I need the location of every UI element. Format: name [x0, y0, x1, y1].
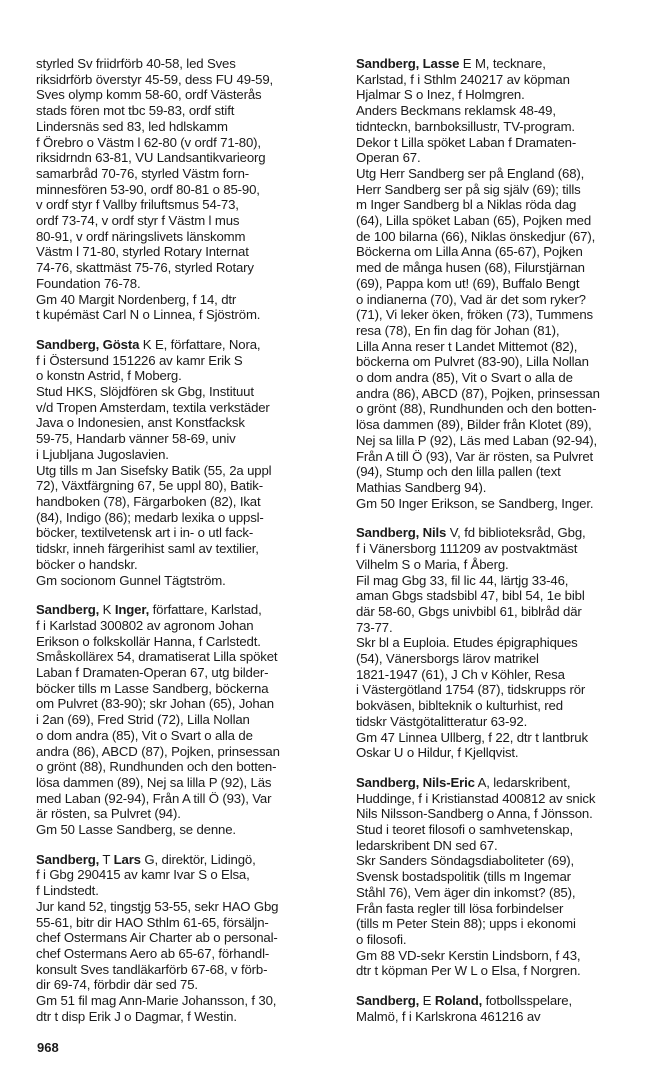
text-segment: Stud HKS, Slöjdfören sk Gbg, Instituut — [36, 384, 254, 400]
entry-name: Inger, — [114, 602, 150, 618]
text-line — [36, 852, 332, 868]
text-line — [36, 463, 332, 479]
text-segment: med de många husen (68), Filurstjärnan — [356, 260, 585, 276]
text-line — [36, 744, 332, 760]
text-line — [356, 651, 652, 667]
text-line — [36, 977, 332, 993]
text-segment: stads fören mot tbc 59-83, ordf stift — [36, 103, 235, 119]
text-line — [36, 573, 332, 589]
text-line — [356, 635, 652, 651]
text-line — [356, 417, 652, 433]
text-line — [36, 56, 332, 72]
text-segment: böcker o handskr. — [36, 556, 138, 572]
text-segment: minnesfören 53-90, ordf 80-81 o 85-90, — [36, 181, 260, 197]
text-line — [36, 822, 332, 838]
text-line — [36, 415, 332, 431]
text-line — [356, 182, 652, 198]
text-segment: o indianerna (70), Vad är det som ryker? — [356, 291, 586, 307]
text-line — [36, 213, 332, 229]
text-segment: Böckerna om Lilla Anna (65-67), Pojken — [356, 244, 583, 260]
text-segment: Operan 67. — [356, 150, 421, 166]
text-line — [356, 150, 652, 166]
text-line — [36, 681, 332, 697]
text-line — [356, 119, 652, 135]
text-line — [36, 431, 332, 447]
text-line — [36, 883, 332, 899]
text-line — [36, 541, 332, 557]
text-segment: tidnteckn, barnboksillustr, TV-program. — [356, 118, 575, 134]
text-line — [356, 480, 652, 496]
entry-name: Sandberg, — [36, 851, 100, 867]
text-line — [356, 1009, 652, 1025]
entry-name: Sandberg, Nils-Eric — [356, 774, 475, 790]
text-segment: Lilla Anna reser t Landet Mittemot (82), — [356, 338, 578, 354]
text-line — [356, 276, 652, 292]
text-line — [36, 649, 332, 665]
text-line — [356, 525, 652, 541]
text-line — [356, 260, 652, 276]
entry-name: Sandberg, — [36, 602, 100, 618]
text-segment: Mathias Sandberg 94). — [356, 479, 487, 495]
text-segment: riksidrförb överstyr 45-59, dess FU 49-59, — [36, 71, 274, 87]
text-line — [356, 166, 652, 182]
text-line — [356, 730, 652, 746]
text-segment: o dom andra (85), Vit o Svart o alla de — [356, 370, 573, 386]
text-line — [356, 56, 652, 72]
text-line — [356, 229, 652, 245]
text-segment: dtr t köpman Per W L o Elsa, f Norgren. — [356, 963, 581, 979]
text-line — [356, 401, 652, 417]
text-segment: Sves olymp komm 58-60, ordf Västerås — [36, 87, 262, 103]
text-segment: fotbollsspelare, — [482, 993, 572, 1009]
text-line — [36, 337, 332, 353]
text-segment: Malmö, f i Karlskrona 461216 av — [356, 1008, 541, 1024]
text-segment: o filosofi. — [356, 931, 407, 947]
text-segment: i Ljubljana Jugoslavien. — [36, 446, 169, 462]
text-segment: E M, tecknare, — [459, 56, 546, 71]
text-line — [356, 244, 652, 260]
text-segment: (69), Pappa kom ut! (69), Buffalo Bengt — [356, 275, 580, 291]
text-segment: Anders Beckmans reklamsk 48-49, — [356, 103, 556, 119]
text-line — [36, 510, 332, 526]
text-line — [356, 932, 652, 948]
text-line — [36, 728, 332, 744]
text-segment: Från fasta regler till lösa forbindelser — [356, 900, 564, 916]
text-line — [356, 682, 652, 698]
text-segment: v ordf styr f Vallby friluftsmus 54-73, — [36, 197, 239, 213]
text-segment: (84), Indigo (86); medarb lexika o uppsl- — [36, 509, 264, 525]
text-segment: konsult Sves tandläkarförb 67-68, v förb- — [36, 961, 268, 977]
text-segment: böcker, textilvetensk art i in- o utl fack- — [36, 525, 254, 541]
text-segment: 73-77. — [356, 619, 393, 635]
text-line — [36, 946, 332, 962]
text-line — [36, 103, 332, 119]
text-segment: samarbråd 70-76, styrled Västm forn- — [36, 165, 250, 181]
text-line — [36, 930, 332, 946]
text-segment: T — [99, 851, 114, 867]
text-line — [36, 182, 332, 198]
text-segment: Herr Sandberg ser på sig själv (69); tills — [356, 181, 581, 197]
text-line — [36, 759, 332, 775]
text-segment: o grönt (88), Rundhunden och den botten- — [356, 401, 597, 417]
text-segment: Dekor t Lilla spöket Laban f Dramaten- — [356, 134, 577, 150]
text-line — [356, 916, 652, 932]
text-line — [36, 618, 332, 634]
text-segment: chef Ostermans Aero ab 65-67, förhandl- — [36, 945, 270, 961]
text-line — [36, 353, 332, 369]
biography-entry — [36, 56, 332, 323]
text-line — [356, 838, 652, 854]
text-segment: (71), Vi leker öken, fröken (73), Tummens — [356, 307, 593, 323]
biography-entry — [36, 852, 332, 1025]
text-line — [36, 260, 332, 276]
text-segment: 80-91, v ordf näringslivets länskomm — [36, 228, 246, 244]
text-line — [36, 166, 332, 182]
text-line — [36, 806, 332, 822]
text-line — [356, 714, 652, 730]
text-line — [356, 573, 652, 589]
text-line — [356, 135, 652, 151]
text-line — [356, 604, 652, 620]
text-line — [36, 1009, 332, 1025]
text-line — [36, 447, 332, 463]
text-line — [356, 588, 652, 604]
text-segment: Ståhl 76), Vem äger din inkomst? (85), — [356, 884, 576, 900]
text-line — [36, 229, 332, 245]
text-line — [356, 87, 652, 103]
text-segment: dtr t disp Erik J o Dagmar, f Westin. — [36, 1008, 237, 1024]
text-segment: Vilhelm S o Maria, f Åberg. — [356, 556, 509, 572]
text-line — [356, 901, 652, 917]
text-line — [356, 557, 652, 573]
biography-entry — [356, 775, 652, 979]
text-line — [356, 197, 652, 213]
text-segment: aman Gbgs stadsbibl 47, bibl 54, 1e bibl — [356, 588, 585, 604]
text-line — [36, 712, 332, 728]
text-segment: Huddinge, f i Kristianstad 400812 av snick — [356, 790, 596, 806]
text-segment: Småskollärex 54, dramatiserat Lilla spöket — [36, 649, 278, 665]
text-segment: (tills m Peter Stein 88); upps i ekonomi — [356, 916, 576, 932]
left-column — [36, 56, 332, 1038]
text-segment: 74-76, skattmäst 75-76, styrled Rotary — [36, 260, 254, 276]
entry-name: Sandberg, Lasse — [356, 56, 460, 71]
text-segment: chef Ostermans Air Charter ab o personal- — [36, 930, 278, 946]
text-line — [36, 400, 332, 416]
text-segment: V, fd biblioteksråd, Gbg, — [446, 525, 586, 541]
text-segment: där 58-60, Gbgs univbibl 61, biblråd där — [356, 603, 582, 619]
entry-name: Sandberg, — [356, 993, 420, 1009]
text-line — [356, 213, 652, 229]
text-line — [356, 541, 652, 557]
text-line — [356, 775, 652, 791]
text-segment: Svensk bostadspolitik (tills m Ingemar — [356, 869, 571, 885]
text-segment: f i Karlstad 300802 av agronom Johan — [36, 617, 254, 633]
text-segment: böcker tills m Lasse Sandberg, böckerna — [36, 680, 269, 696]
text-line — [356, 853, 652, 869]
text-segment: handboken (78), Färgarboken (82), Ikat — [36, 493, 261, 509]
text-segment: o konstn Astrid, f Moberg. — [36, 368, 182, 384]
text-line — [356, 698, 652, 714]
text-line — [36, 72, 332, 88]
text-line — [36, 368, 332, 384]
text-segment: bokväsen, biblteknik o kulturhist, red — [356, 698, 563, 714]
text-line — [36, 150, 332, 166]
text-segment: Gm socionom Gunnel Tägtström. — [36, 572, 226, 588]
text-segment: i 2an (69), Fred Strid (72), Lilla Nollan — [36, 712, 250, 728]
page-number: 968 — [37, 1040, 59, 1055]
text-segment: 59-75, Handarb vänner 58-69, univ — [36, 431, 236, 447]
text-segment: tidskr, inneh färgerihist saml av textilier, — [36, 541, 259, 557]
text-segment: tidskr Västgötalitteratur 63-92. — [356, 713, 528, 729]
text-line — [36, 634, 332, 650]
text-segment: Jur kand 52, tingstjg 53-55, sekr HAO Gbg — [36, 898, 279, 914]
text-segment: (54), Vänersborgs lärov matrikel — [356, 651, 539, 667]
text-line — [36, 867, 332, 883]
text-line — [356, 667, 652, 683]
text-segment: K — [99, 602, 115, 618]
text-segment: ordf 73-74, v ordf styr f Västm l mus — [36, 213, 240, 229]
text-line — [36, 478, 332, 494]
text-segment: resa (78), En fin dag för Johan (81), — [356, 322, 560, 338]
text-segment: Karlstad, f i Sthlm 240217 av köpman — [356, 71, 570, 87]
text-segment: 1821-1947 (61), J Ch v Köhler, Resa — [356, 666, 565, 682]
text-segment: lösa dammen (89), Nej sa lilla P (92), Läs — [36, 774, 272, 790]
text-line — [356, 885, 652, 901]
text-line — [356, 464, 652, 480]
text-segment: andra (86), ABCD (87), Pojken, prinsessan — [36, 743, 280, 759]
text-segment: Oskar U o Hildur, f Kjellqvist. — [356, 745, 519, 761]
biography-entry — [356, 993, 652, 1024]
text-segment: f Lindstedt. — [36, 883, 99, 899]
text-segment: böckerna om Pulvret (83-90), Lilla Nollan — [356, 354, 589, 370]
text-segment: E — [419, 993, 435, 1009]
text-line — [356, 993, 652, 1009]
text-segment: är rösten, sa Pulvret (94). — [36, 806, 181, 822]
text-line — [356, 449, 652, 465]
text-segment: t kupémäst Carl N o Linnea, f Sjöström. — [36, 307, 261, 323]
text-segment: A, ledarskribent, — [474, 774, 571, 790]
text-line — [356, 433, 652, 449]
text-line — [356, 806, 652, 822]
text-line — [356, 948, 652, 964]
text-segment: (94), Stump och den lilla pallen (text — [356, 464, 561, 480]
text-segment: de 100 bilarna (66), Niklas önskedjur (67), — [356, 228, 596, 244]
text-segment: ledarskribent DN sed 67. — [356, 837, 498, 853]
text-line — [36, 197, 332, 213]
entry-name: Lars — [113, 851, 141, 867]
text-line — [356, 869, 652, 885]
text-line — [356, 323, 652, 339]
entry-name: Sandberg, Nils — [356, 525, 447, 541]
text-segment: Gm 50 Lasse Sandberg, se denne. — [36, 822, 236, 838]
text-line — [36, 775, 332, 791]
text-segment: Utg tills m Jan Sisefsky Batik (55, 2a uppl — [36, 462, 272, 478]
text-segment: Stud i teoret filosofi o samhvetenskap, — [356, 822, 573, 838]
entry-name: Sandberg, Gösta — [36, 336, 140, 352]
text-segment: om Pulvret (83-90); skr Johan (65), Johan — [36, 696, 274, 712]
text-line — [356, 496, 652, 512]
biography-entry — [356, 525, 652, 761]
text-line — [356, 745, 652, 761]
text-line — [356, 620, 652, 636]
text-line — [36, 307, 332, 323]
text-line — [356, 292, 652, 308]
text-line — [356, 822, 652, 838]
text-line — [36, 962, 332, 978]
text-segment: 72), Växtfärgning 67, 5e uppl 80), Batik- — [36, 478, 263, 494]
text-segment: andra (86), ABCD (87), Pojken, prinsessan — [356, 385, 600, 401]
text-segment: Gm 50 Inger Erikson, se Sandberg, Inger. — [356, 495, 594, 511]
text-segment: Gm 88 VD-sekr Kerstin Lindsborn, f 43, — [356, 947, 581, 963]
text-line — [356, 963, 652, 979]
text-segment: riksidrndn 63-81, VU Landsantikvarieorg — [36, 150, 266, 166]
text-segment: f i Gbg 290415 av kamr Ivar S o Elsa, — [36, 867, 250, 883]
text-segment: f Örebro o Västm l 62-80 (v ordf 71-80), — [36, 134, 261, 150]
text-line — [356, 370, 652, 386]
entry-name: Roland, — [434, 993, 483, 1009]
text-segment: Laban f Dramaten-Operan 67, utg bilder- — [36, 665, 269, 681]
text-line — [356, 791, 652, 807]
text-line — [356, 307, 652, 323]
text-segment: Utg Herr Sandberg ser på England (68), — [356, 165, 585, 181]
biography-entry — [36, 602, 332, 838]
text-segment: f i Vänersborg 111209 av postvaktmäst — [356, 541, 578, 557]
biography-entry — [36, 337, 332, 588]
text-line — [36, 384, 332, 400]
text-segment: 55-61, bitr dir HAO Sthlm 61-65, försäljn- — [36, 914, 269, 930]
text-segment: Från A till Ö (93), Var är rösten, sa Pulvret — [356, 448, 594, 464]
biography-entry — [356, 56, 652, 511]
text-line — [36, 525, 332, 541]
text-line — [36, 791, 332, 807]
text-line — [36, 993, 332, 1009]
text-segment: (64), Lilla spöket Laban (65), Pojken med — [356, 213, 592, 229]
text-segment: styrled Sv friidrförb 40-58, led Sves — [36, 56, 236, 71]
text-line — [36, 119, 332, 135]
text-line — [36, 602, 332, 618]
text-line — [36, 292, 332, 308]
text-line — [36, 899, 332, 915]
text-segment: o grönt (88), Rundhunden och den botten- — [36, 759, 277, 775]
text-segment: i Västergötland 1754 (87), tidskrupps rör — [356, 682, 586, 698]
text-segment: dir 69-74, förbdir där sed 75. — [36, 977, 198, 993]
text-segment: författare, Karlstad, — [149, 602, 262, 618]
text-line — [356, 354, 652, 370]
text-segment: K E, författare, Nora, — [139, 336, 261, 352]
text-segment: Nils Nilsson-Sandberg o Anna, f Jönsson. — [356, 806, 593, 822]
text-line — [36, 494, 332, 510]
text-segment: Gm 51 fil mag Ann-Marie Johansson, f 30, — [36, 993, 277, 1009]
text-segment: Hjalmar S o Inez, f Holmgren. — [356, 87, 525, 103]
text-line — [356, 103, 652, 119]
text-segment: Nej sa lilla P (92), Läs med Laban (92-94), — [356, 432, 598, 448]
text-line — [36, 276, 332, 292]
text-line — [356, 386, 652, 402]
text-line — [36, 135, 332, 151]
text-line — [36, 696, 332, 712]
text-segment: Foundation 76-78. — [36, 275, 141, 291]
text-segment: Fil mag Gbg 33, fil lic 44, lärtjg 33-46, — [356, 572, 569, 588]
text-line — [36, 557, 332, 573]
text-line — [36, 665, 332, 681]
right-column — [356, 56, 652, 1038]
text-line — [36, 87, 332, 103]
text-line — [356, 72, 652, 88]
text-segment: G, direktör, Lidingö, — [140, 851, 256, 867]
text-segment: med Laban (92-94), Från A till Ö (93), Var — [36, 790, 272, 806]
text-segment: lösa dammen (89), Bilder från Klotet (89), — [356, 417, 592, 433]
text-line — [36, 244, 332, 260]
text-segment: Skr Sanders Söndagsdiaboliteter (69), — [356, 853, 575, 869]
text-segment: Lindersnäs sed 83, led hdlskamm — [36, 118, 228, 134]
text-segment: Gm 47 Linnea Ullberg, f 22, dtr t lantbruk — [356, 729, 588, 745]
text-segment: f i Östersund 151226 av kamr Erik S — [36, 352, 243, 368]
text-segment: Gm 40 Margit Nordenberg, f 14, dtr — [36, 291, 237, 307]
text-segment: Java o Indonesien, anst Konstfacksk — [36, 415, 245, 431]
text-segment: o dom andra (85), Vit o Svart o alla de — [36, 727, 253, 743]
text-line — [356, 339, 652, 355]
text-segment: v/d Tropen Amsterdam, textila verkstäder — [36, 399, 270, 415]
text-segment: m Inger Sandberg bl a Niklas röda dag — [356, 197, 577, 213]
text-segment: Västm l 71-80, styrled Rotary Internat — [36, 244, 249, 260]
text-segment: Erikson o folkskollär Hanna, f Carlstedt. — [36, 633, 261, 649]
text-line — [36, 915, 332, 931]
text-segment: Skr bl a Euploia. Etudes épigraphiques — [356, 635, 578, 651]
